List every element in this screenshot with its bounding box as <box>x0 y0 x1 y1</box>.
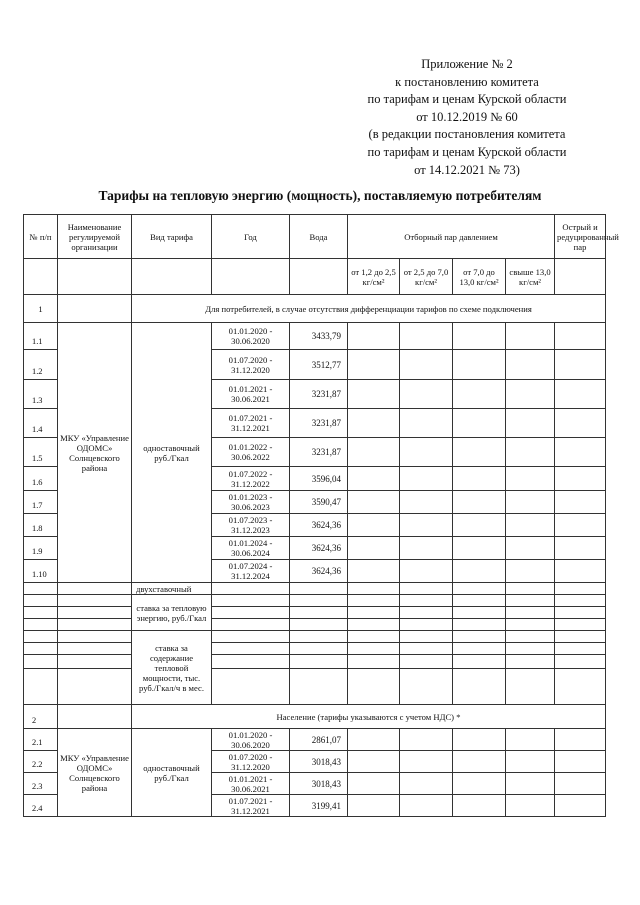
section-1-title: Для потребителей, в случае отсутствия дифференциации тарифов по схеме подключения <box>132 295 606 323</box>
appendix-line: Приложение № 2 <box>421 57 513 71</box>
tariff-table <box>23 214 619 817</box>
header-pressure-1: от 1,2 до 2,5 кг/см² <box>348 259 400 295</box>
rate-energy: ставка за тепловую энергию, руб./Гкал <box>132 595 212 631</box>
table-row: 1.1 МКУ «Управление ОДОМС» Солнцевского района одноставочный руб./Гкал 01.01.2020 - 30.06.2020 3433,79 <box>24 323 606 350</box>
table-row: 1.2 01.07.2020 - 31.12.2020 3512,77 <box>24 350 606 380</box>
table-row: 2.3 01.01.2021 - 30.06.2021 3018,43 <box>24 773 606 795</box>
header-pressure-2: от 2,5 до 7,0 кг/см² <box>400 259 453 295</box>
header-num: № п/п <box>24 215 58 259</box>
table-row <box>24 583 606 595</box>
appendix-line: от 14.12.2021 № 73) <box>414 162 520 177</box>
table-row: 2.1 МКУ «Управление ОДОМС» Солнцевского района одноставочный руб./Гкал 01.01.2020 - 30.06.2020 2861,07 <box>24 729 606 751</box>
table-row: 1.4 01.07.2021 - 31.12.2021 3231,87 <box>24 409 606 438</box>
table-row <box>24 669 606 705</box>
header-pressure-3: от 7,0 до 13,0 кг/см² <box>453 259 506 295</box>
header-tariff-type: Вид тарифа <box>132 215 212 259</box>
rate-capacity: ставка за содержание тепловой мощности, тыс. руб./Гкал/ч в мес. <box>132 631 212 705</box>
table-row <box>24 655 606 669</box>
header-water: Вода <box>290 215 348 259</box>
two-part-tariff: двухставочный <box>132 583 212 595</box>
section-1-tariff: одноставочный руб./Гкал <box>132 323 212 583</box>
appendix-block <box>352 56 582 179</box>
section-2-num: 2 <box>24 705 58 729</box>
section-2-tariff: одноставочный руб./Гкал <box>132 729 212 817</box>
appendix-line: по тарифам и ценам Курской области <box>367 144 567 159</box>
header-pressure-4: свыше 13,0 кг/см² <box>506 259 555 295</box>
table-row <box>24 619 606 631</box>
section-1-num: 1 <box>24 295 58 323</box>
section-2-title: Население (тарифы указываются с учетом НДС) * <box>132 705 606 729</box>
table-row: 1.5 01.01.2022 - 30.06.2022 3231,87 <box>24 438 606 467</box>
table-row <box>24 607 606 619</box>
header-steam: Отборный пар давлением <box>348 215 555 259</box>
table-row: 1.10 01.07.2024 - 31.12.2024 3624,36 <box>24 560 606 583</box>
document-title: Тарифы на тепловую энергию (мощность), поставляемую потребителям <box>98 188 542 203</box>
table-row: 1.3 01.01.2021 - 30.06.2021 3231,87 <box>24 380 606 409</box>
section-1-org: МКУ «Управление ОДОМС» Солнцевского района <box>58 323 132 583</box>
header-year: Год <box>212 215 290 259</box>
table-row <box>24 595 606 607</box>
table-row: 1.8 01.07.2023 - 31.12.2023 3624,36 <box>24 514 606 537</box>
table-row <box>24 631 606 643</box>
table-row: 2.4 01.07.2021 - 31.12.2021 3199,41 <box>24 795 606 817</box>
section-2-org: МКУ «Управление ОДОМС» Солнцевского района <box>58 729 132 817</box>
table-row: 1.6 01.07.2022 - 31.12.2022 3596,04 <box>24 467 606 491</box>
table-row <box>24 643 606 655</box>
appendix-line: к постановлению комитета <box>395 74 539 89</box>
appendix-line: от 10.12.2019 № 60 <box>416 109 518 124</box>
table-row: 1.7 01.01.2023 - 30.06.2023 3590,47 <box>24 491 606 514</box>
header-org: Наименование регулируемой организации <box>58 215 132 259</box>
appendix-line: по тарифам и ценам Курской области <box>367 92 567 107</box>
appendix-line: (в редакции постановления комитета <box>368 127 566 142</box>
header-sharp-steam: Острый и редуцированный пар <box>555 215 606 259</box>
table-row: 2.2 01.07.2020 - 31.12.2020 3018,43 <box>24 751 606 773</box>
table-row: 1.9 01.01.2024 - 30.06.2024 3624,36 <box>24 537 606 560</box>
